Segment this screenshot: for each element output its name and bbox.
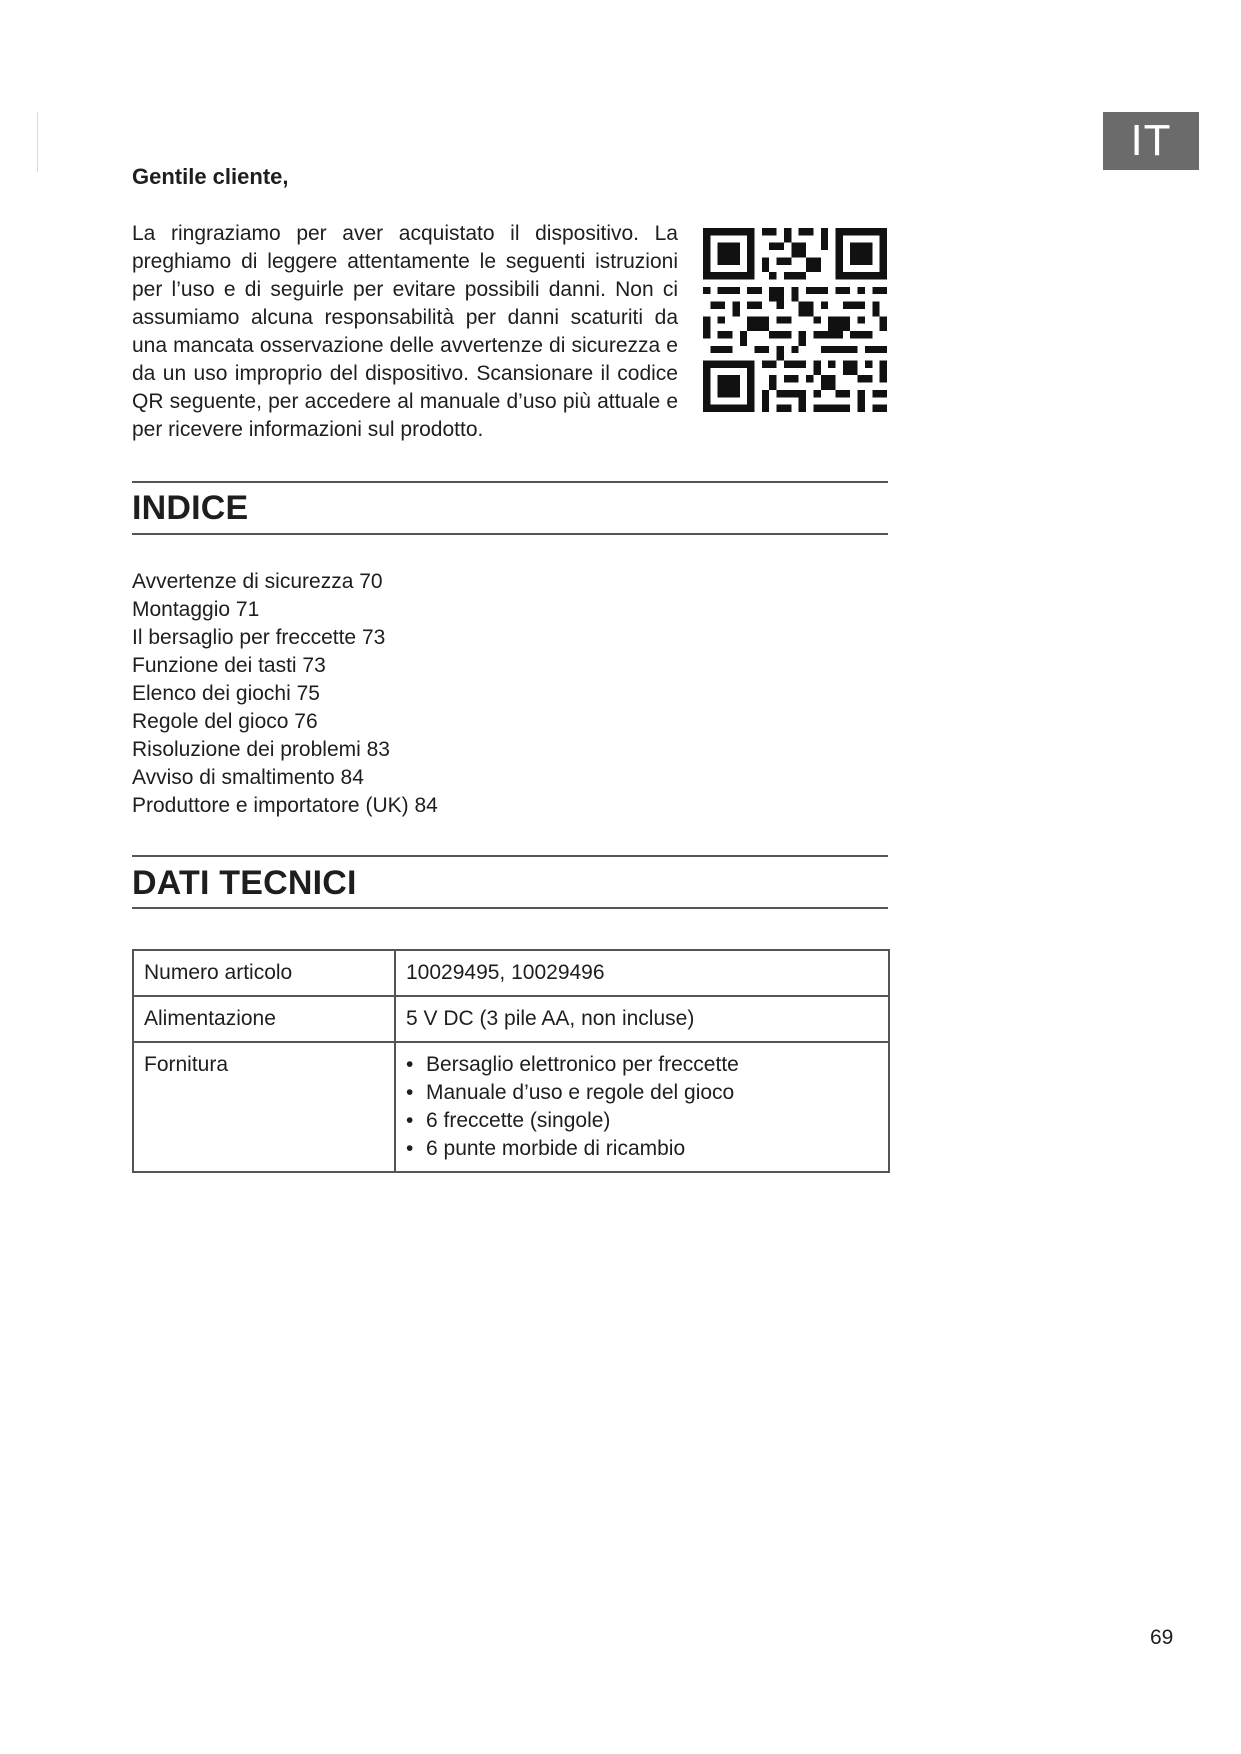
spec-label: Alimentazione — [133, 996, 395, 1042]
index-item: Risoluzione dei problemi 83 — [132, 738, 390, 761]
index-title: INDICE — [132, 489, 249, 527]
specs-table — [132, 949, 890, 1173]
table-row — [133, 996, 889, 1042]
index-item: Regole del gioco 76 — [132, 710, 318, 733]
index-item: Funzione dei tasti 73 — [132, 654, 326, 677]
supply-item: • Manuale d’uso e regole del gioco — [406, 1079, 878, 1107]
index-item: Il bersaglio per freccette 73 — [132, 626, 386, 649]
language-tab: IT — [1103, 112, 1199, 170]
index-item: Avvertenze di sicurezza 70 — [132, 570, 383, 593]
spec-value — [395, 1042, 889, 1172]
index-item: Elenco dei giochi 75 — [132, 682, 320, 705]
spec-label: Numero articolo — [133, 950, 395, 996]
specs-bottom-rule — [132, 907, 888, 909]
supply-item: • 6 punte morbide di ricambio — [406, 1135, 878, 1163]
supply-list — [406, 1051, 878, 1163]
page-number: 69 — [1150, 1626, 1174, 1649]
index-top-rule — [132, 481, 888, 483]
qr-code — [703, 228, 887, 412]
specs-top-rule — [132, 855, 888, 857]
spec-label: Fornitura — [133, 1042, 395, 1172]
intro-paragraph: La ringraziamo per aver acquistato il dispositivo. La preghiamo di leggere attentamente le seguenti istruzioni per l’uso e di seguirle per evitare possibili danni. Non ci assumiamo alcuna responsabilità per danni scaturiti da una mancata osservazione delle avvertenze di sicurezza e da un uso improprio del dispositivo. Scansionare il codice QR seguente, per accedere al manuale d’uso più attuale e per ricevere informazioni sul prodotto. — [132, 222, 678, 441]
table-row — [133, 950, 889, 996]
greeting: Gentile cliente, — [132, 164, 289, 189]
specs-title: DATI TECNICI — [132, 864, 357, 902]
table-row — [133, 1042, 889, 1172]
spec-value: 10029495, 10029496 — [395, 950, 889, 996]
spec-value: 5 V DC (3 pile AA, non incluse) — [395, 996, 889, 1042]
index-list — [132, 568, 438, 820]
index-item: Montaggio 71 — [132, 598, 260, 621]
index-item: Avviso di smaltimento 84 — [132, 766, 364, 789]
supply-item: • 6 freccette (singole) — [406, 1107, 878, 1135]
supply-item: • Bersaglio elettronico per freccette — [406, 1051, 878, 1079]
index-bottom-rule — [132, 533, 888, 535]
index-item: Produttore e importatore (UK) 84 — [132, 794, 438, 817]
margin-line — [37, 112, 38, 172]
